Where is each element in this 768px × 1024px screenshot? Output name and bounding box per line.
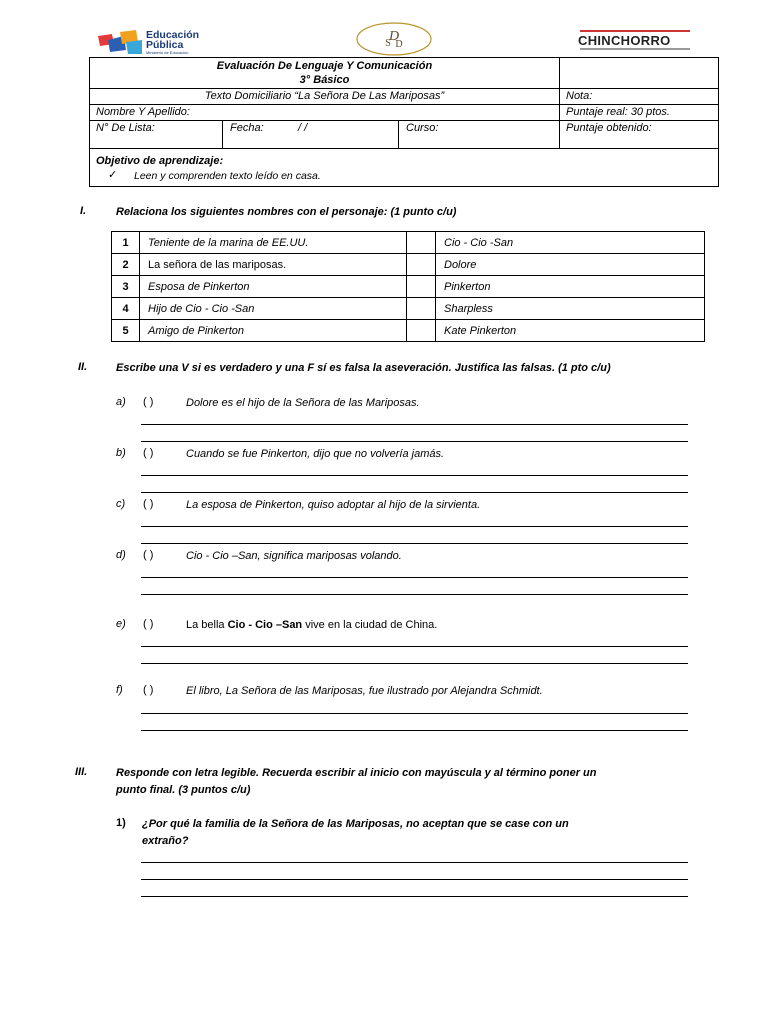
table-row	[112, 298, 705, 320]
item-d-label: d)	[116, 549, 126, 561]
item-b-text: Cuando se fue Pinkerton, dijo que no volvería jamás.	[186, 448, 445, 460]
item-f-label: f)	[116, 684, 123, 696]
answer-cell[interactable]	[407, 320, 436, 342]
item-c-answer-box[interactable]: ( )	[143, 498, 154, 510]
table-row	[112, 276, 705, 298]
answer-line[interactable]	[141, 441, 688, 442]
row-number: 4	[112, 298, 140, 320]
item-e-text-post: vive en la ciudad de China.	[302, 619, 438, 631]
item-b-answer-box[interactable]: ( )	[143, 447, 154, 459]
question1-line2: extraño?	[142, 835, 189, 847]
character-description: Amigo de Pinkerton	[140, 320, 407, 342]
section1-title: Relaciona los siguientes nombres con el personaje: (1 punto c/u)	[116, 206, 457, 218]
item-d-answer-box[interactable]: ( )	[143, 549, 154, 561]
answer-line[interactable]	[141, 424, 688, 425]
item-e-text-bold: Cio - Cio –San	[227, 619, 303, 631]
answer-line[interactable]	[141, 492, 688, 493]
answer-line[interactable]	[141, 475, 688, 476]
answer-line[interactable]	[141, 663, 688, 664]
section3-title-line2: punto final. (3 puntos c/u)	[116, 784, 251, 796]
logo-right-bar	[580, 30, 690, 32]
header-title-1: Evaluación De Lenguaje Y Comunicación	[216, 60, 433, 72]
section2-title: Escribe una V si es verdadero y una F sí es falsa la aseveración. Justifica las falsas. (1 pto c/u)	[116, 362, 611, 374]
svg-text:S: S	[385, 38, 391, 49]
fecha-label: Fecha:	[230, 122, 264, 134]
question1-label: 1)	[116, 817, 126, 829]
section3-roman: III.	[75, 766, 88, 778]
character-description: Esposa de Pinkerton	[140, 276, 407, 298]
nombre-label: Nombre Y Apellido:	[96, 106, 190, 118]
character-name: Dolore	[436, 254, 705, 276]
answer-cell[interactable]	[407, 298, 436, 320]
table-row	[112, 254, 705, 276]
check-icon: ✓	[108, 169, 118, 181]
table-row	[112, 320, 705, 342]
row-number: 1	[112, 232, 140, 254]
character-description: Hijo de Cio - Cio -San	[140, 298, 407, 320]
character-name: Cio - Cio -San	[436, 232, 705, 254]
item-d-text: Cio - Cio –San, significa mariposas volando.	[186, 550, 402, 562]
row-number: 3	[112, 276, 140, 298]
answer-line[interactable]	[141, 713, 688, 714]
lista-label: N° De Lista:	[96, 122, 155, 134]
answer-line[interactable]	[141, 594, 688, 595]
item-f-answer-box[interactable]: ( )	[143, 684, 154, 696]
item-a-text: Dolore es el hijo de la Señora de las Mariposas.	[186, 397, 420, 409]
logo-left-line2: Pública	[146, 39, 184, 51]
puntaje-real-label: Puntaje real: 30 ptos.	[566, 106, 670, 118]
character-name: Sharpless	[436, 298, 705, 320]
answer-line[interactable]	[141, 543, 688, 544]
answer-line[interactable]	[141, 896, 688, 897]
section3-title-line1: Responde con letra legible. Recuerda escribir al inicio con mayúscula y al término poner un	[116, 767, 597, 779]
character-name: Pinkerton	[436, 276, 705, 298]
item-a-label: a)	[116, 396, 126, 408]
answer-line[interactable]	[141, 577, 688, 578]
match-table	[111, 231, 705, 342]
item-c-label: c)	[116, 498, 126, 510]
curso-label: Curso:	[406, 122, 439, 134]
answer-cell[interactable]	[407, 276, 436, 298]
item-e-label: e)	[116, 618, 126, 630]
item-e-answer-box[interactable]: ( )	[143, 618, 154, 630]
question1-line1: ¿Por qué la familia de la Señora de las Mariposas, no aceptan que se case con un	[142, 818, 569, 830]
school-seal-logo	[356, 22, 432, 56]
answer-cell[interactable]	[407, 254, 436, 276]
logo-left-line3: Ministerio de Educación	[146, 50, 189, 55]
row-number: 5	[112, 320, 140, 342]
answer-line[interactable]	[141, 730, 688, 731]
objetivo-text: Leen y comprenden texto leído en casa.	[134, 170, 321, 182]
puntaje-obtenido-label: Puntaje obtenido:	[566, 122, 652, 134]
row-number: 2	[112, 254, 140, 276]
answer-line[interactable]	[141, 646, 688, 647]
section2-roman: II.	[78, 361, 88, 373]
header-title-3: Texto Domiciliario “La Señora De Las Mariposas”	[204, 90, 445, 102]
answer-cell[interactable]	[407, 232, 436, 254]
item-b-label: b)	[116, 447, 126, 459]
answer-line[interactable]	[141, 526, 688, 527]
logo-left-line1: Educación	[146, 29, 200, 41]
chinchorro-logo	[576, 30, 696, 52]
item-f-text: El libro, La Señora de las Mariposas, fue ilustrado por Alejandra Schmidt.	[186, 685, 543, 697]
fecha-slashes: / /	[298, 122, 308, 134]
item-e-text-pre: La bella	[186, 619, 228, 631]
educacion-logo-icon	[98, 30, 142, 54]
item-a-answer-box[interactable]: ( )	[143, 396, 154, 408]
character-description: La señora de las mariposas.	[140, 254, 407, 276]
svg-text:D: D	[388, 29, 400, 44]
logo-right-name: CHINCHORRO	[578, 33, 671, 48]
table-row	[112, 232, 705, 254]
answer-line[interactable]	[141, 879, 688, 880]
item-e-text	[186, 618, 437, 632]
character-description: Teniente de la marina de EE.UU.	[140, 232, 407, 254]
item-c-text: La esposa de Pinkerton, quiso adoptar al hijo de la sirvienta.	[186, 499, 481, 511]
answer-line[interactable]	[141, 862, 688, 863]
logo-right-subbar	[580, 48, 690, 50]
educacion-publica-logo	[98, 28, 223, 54]
nota-label: Nota:	[566, 90, 593, 102]
character-name: Kate Pinkerton	[436, 320, 705, 342]
svg-text:D: D	[395, 39, 403, 50]
header-table	[89, 57, 719, 187]
seal-icon	[356, 22, 432, 56]
section1-roman: I.	[80, 205, 87, 217]
header-title-2: 3° Básico	[299, 74, 350, 86]
objetivo-label: Objetivo de aprendizaje:	[96, 155, 224, 167]
